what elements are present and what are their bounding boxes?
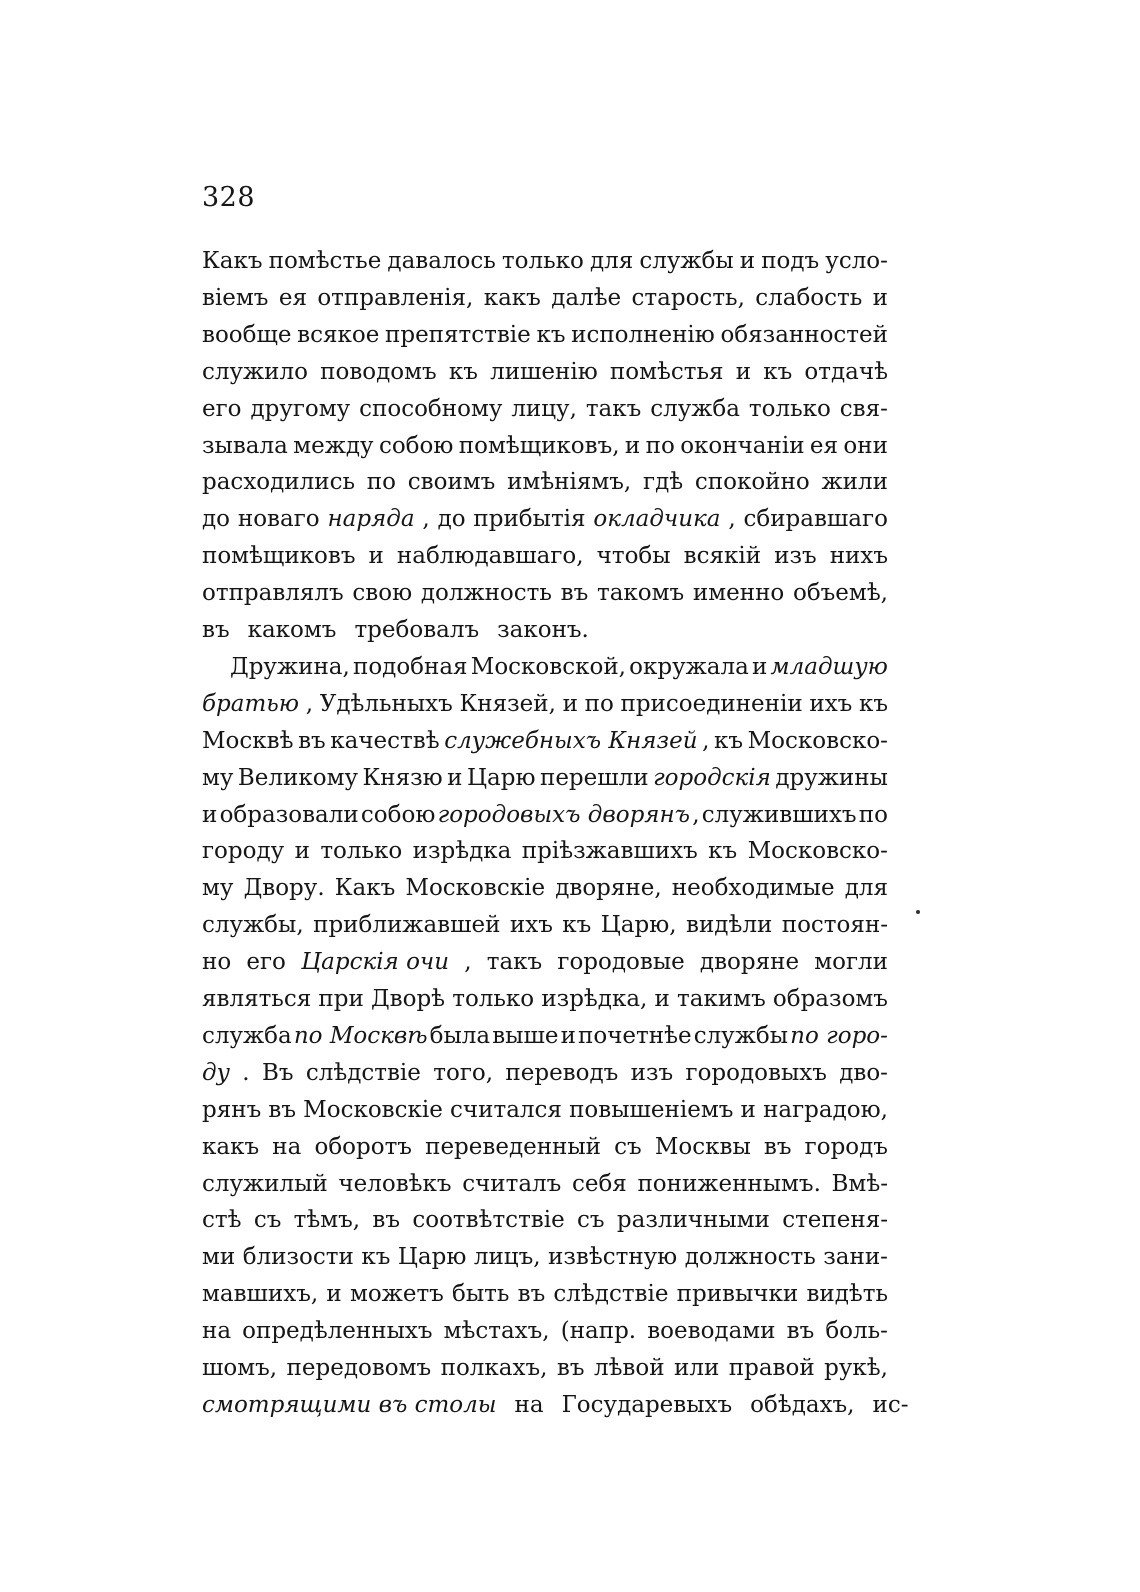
text-line: но его Царскія очи , такъ городовые дворяне могли (202, 945, 888, 979)
text-line: Какъ помѣстье давалось только для службы и подъ усло- (202, 248, 888, 274)
text-line: зывала между собою помѣщиковъ, и по окончаніи ея они (202, 433, 888, 459)
text-line: му Двору. Какъ Московскіе дворяне, необходимые для (202, 875, 888, 901)
text-line: и образовали собою городовыхъ дворянъ , служившихъ по (202, 798, 888, 832)
text-line: являться при Дворѣ только изрѣдка, и такимъ образомъ (202, 986, 888, 1012)
text-line: віемъ ея отправленія, какъ далѣе старость, слабость и (202, 285, 888, 311)
text-line: служило поводомъ къ лишенію помѣстья и къ отдачѣ (202, 359, 888, 385)
text-line: расходились по своимъ имѣніямъ, гдѣ спокойно жили (202, 469, 888, 495)
text-line: Дружина, подобная Московской, окружала и младшую (230, 650, 888, 684)
text-line: отправлялъ свою должность въ такомъ именно объемѣ, (202, 580, 888, 606)
text-line: служба по Москвѣ была выше и почетнѣе службы по горо- (202, 1019, 888, 1053)
text-line: Москвѣ въ качествѣ служебныхъ Князей , къ Московско- (202, 724, 888, 758)
text-line: ми близости къ Царю лицъ, извѣстную должность зани- (202, 1244, 888, 1270)
italic-text: по горо- (790, 1023, 888, 1049)
text-line: въ какомъ требовалъ законъ. (202, 617, 589, 643)
text-line: службы, приближавшей ихъ къ Царю, видѣли постоян- (202, 912, 888, 938)
italic-text: городовыхъ дворянъ (437, 802, 691, 828)
italic-text: братью (202, 691, 300, 717)
text-line: на опредѣленныхъ мѣстахъ, (напр. воеводами въ боль- (202, 1318, 888, 1344)
italic-text: наряда (327, 506, 415, 532)
text-line: мавшихъ, и можетъ быть въ слѣдствіе привычки видѣть (202, 1281, 888, 1307)
text-line: му Великому Князю и Царю перешли городскія дружины (202, 761, 888, 795)
italic-text: младшую (770, 654, 888, 680)
text-line: рянъ въ Московскіе считался повышеніемъ и наградою, (202, 1097, 888, 1123)
italic-text: по Москвѣ (293, 1023, 428, 1049)
text-line: смотрящими въ столы на Государевыхъ обѣдахъ, ис- (202, 1388, 888, 1422)
text-line: городу и только изрѣдка пріѣзжавшихъ къ Московско- (202, 838, 888, 864)
italic-text: окладчика (593, 506, 721, 532)
text-line: его другому способному лицу, такъ служба только свя- (202, 396, 888, 422)
text-line: шомъ, передовомъ полкахъ, въ лѣвой или правой рукѣ, (202, 1355, 888, 1381)
italic-text: городскія (653, 765, 771, 791)
page-number: 328 (202, 182, 256, 213)
italic-text: Царскія очи (301, 949, 450, 975)
italic-text: служебныхъ Князей (444, 728, 698, 754)
text-line: ду . Въ слѣдствіе того, переводъ изъ городовыхъ дво- (202, 1056, 888, 1090)
text-line: какъ на оборотъ переведенный съ Москвы въ городъ (202, 1134, 888, 1160)
text-line: помѣщиковъ и наблюдавшаго, чтобы всякій изъ нихъ (202, 543, 888, 569)
text-line: стѣ съ тѣмъ, въ соотвѣтствіе съ различными степеня- (202, 1207, 888, 1233)
text-line: вообще всякое препятствіе къ исполненію обязанностей (202, 322, 888, 348)
italic-text: ду (202, 1060, 230, 1086)
text-line: служилый человѣкъ считалъ себя пониженнымъ. Вмѣ- (202, 1171, 888, 1197)
text-line: братью , Удѣльныхъ Князей, и по присоединеніи ихъ къ (202, 687, 888, 721)
ink-speck (916, 910, 920, 914)
text-line: до новаго наряда , до прибытія окладчика , сбиравшаго (202, 502, 888, 536)
italic-text: смотрящими въ столы (202, 1392, 497, 1418)
